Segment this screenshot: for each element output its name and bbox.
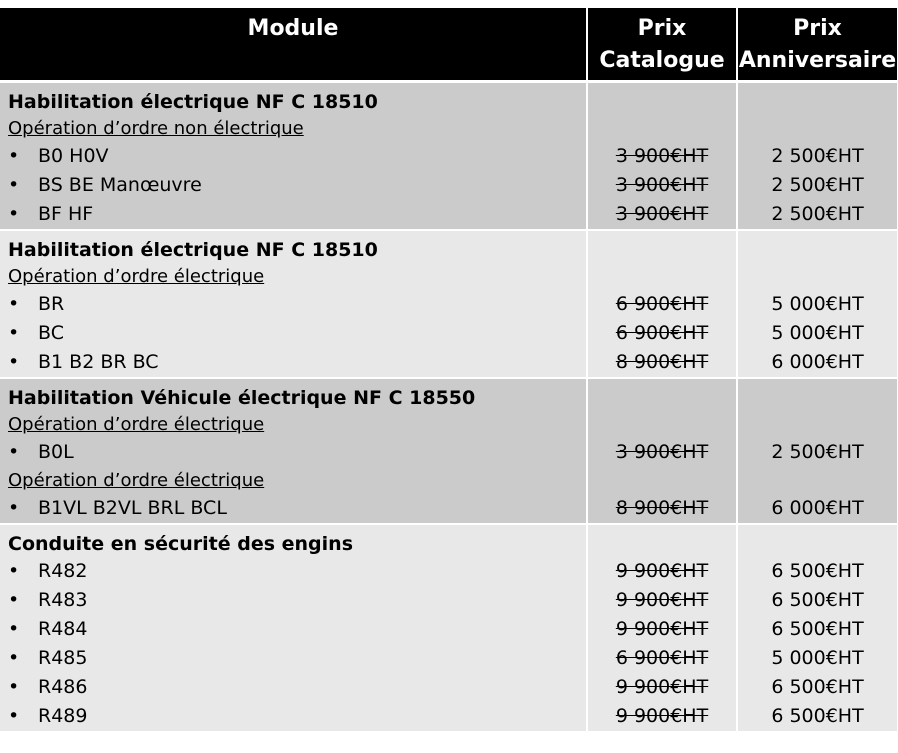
anniversary-price: 5 000€HT [771,293,864,315]
module-cell [0,524,587,732]
module-group-row [0,378,897,524]
bullet-icon: • [8,676,20,698]
bullet-icon: • [8,322,20,344]
anniversary-price: 6 500€HT [771,705,864,727]
module-item-name: B0L [38,441,74,463]
module-group-row [0,82,897,231]
header-catalog-price [587,8,737,82]
anniversary-price: 6 000€HT [771,497,864,519]
module-item-name: BC [38,322,64,344]
bullet-icon: • [8,203,20,225]
catalog-price: 9 900€HT [615,589,709,611]
catalog-price: 9 900€HT [615,676,709,698]
anniversary-price: 2 500€HT [771,145,864,167]
module-item [8,586,586,615]
catalog-price-cell [587,378,737,524]
catalog-price: 8 900€HT [615,497,709,519]
module-title: Conduite en sécurité des engins [8,533,353,555]
module-item-name: R485 [38,647,88,669]
catalog-price: 3 900€HT [615,174,709,196]
module-title: Habilitation électrique NF C 18510 [8,91,378,113]
module-item-name: R484 [38,618,88,640]
bullet-icon: • [8,351,20,373]
catalog-price-cell [587,524,737,732]
anniversary-price: 2 500€HT [771,441,864,463]
table-header [0,8,897,82]
module-item-name: R483 [38,589,88,611]
header-catalog-label: Prix Catalogue [599,16,725,73]
operation-subtitle: Opération d’ordre non électrique [8,118,304,139]
header-anniversary-price [737,8,897,82]
header-module-label: Module [247,16,339,41]
module-title: Habilitation Véhicule électrique NF C 18550 [8,387,476,409]
bullet-icon: • [8,705,20,727]
module-item [8,200,586,229]
catalog-price: 3 900€HT [615,203,709,225]
header-anniversary-label: Prix Anniversaire [738,16,897,73]
module-item [8,673,586,702]
catalog-price: 9 900€HT [615,560,709,582]
module-cell [0,82,587,231]
anniversary-price-cell [737,82,897,231]
module-item [8,644,586,673]
anniversary-price: 6 500€HT [771,589,864,611]
catalog-price: 3 900€HT [615,441,709,463]
operation-subtitle: Opération d’ordre électrique [8,414,265,435]
header-module [0,8,587,82]
module-title: Habilitation électrique NF C 18510 [8,239,378,261]
catalog-price: 8 900€HT [615,351,709,373]
table-body [0,82,897,733]
module-item [8,290,586,319]
catalog-price: 9 900€HT [615,705,709,727]
bullet-icon: • [8,497,20,519]
catalog-price: 3 900€HT [615,145,709,167]
bullet-icon: • [8,618,20,640]
module-item [8,348,586,377]
anniversary-price-cell [737,378,897,524]
bullet-icon: • [8,174,20,196]
bullet-icon: • [8,441,20,463]
catalog-price-cell [587,230,737,378]
module-item [8,557,586,586]
module-item-name: B1 B2 BR BC [38,351,159,373]
catalog-price: 6 900€HT [615,647,709,669]
catalog-price: 6 900€HT [615,322,709,344]
anniversary-price: 6 500€HT [771,560,864,582]
anniversary-price: 2 500€HT [771,203,864,225]
module-item-name: BS BE Manœuvre [38,174,202,196]
anniversary-price: 6 000€HT [771,351,864,373]
anniversary-price: 5 000€HT [771,647,864,669]
module-item [8,142,586,171]
price-table [0,8,897,733]
catalog-price: 9 900€HT [615,618,709,640]
anniversary-price: 6 500€HT [771,618,864,640]
module-group-row [0,230,897,378]
catalog-price-cell [587,82,737,231]
module-item-name: R486 [38,676,88,698]
module-item [8,319,586,348]
module-cell [0,230,587,378]
module-item-name: R489 [38,705,88,727]
module-item [8,615,586,644]
bullet-icon: • [8,560,20,582]
module-item [8,171,586,200]
module-item [8,494,586,523]
operation-subtitle: Opération d’ordre électrique [8,266,265,287]
operation-subtitle: Opération d’ordre électrique [8,470,265,491]
module-item-name: B1VL B2VL BRL BCL [38,497,227,519]
module-cell [0,378,587,524]
price-table-container [0,8,897,733]
bullet-icon: • [8,589,20,611]
module-group-row [0,524,897,732]
anniversary-price: 2 500€HT [771,174,864,196]
bullet-icon: • [8,647,20,669]
module-item [8,438,586,467]
anniversary-price-cell [737,524,897,732]
module-item [8,702,586,731]
module-item-name: B0 H0V [38,145,109,167]
bullet-icon: • [8,145,20,167]
anniversary-price: 6 500€HT [771,676,864,698]
anniversary-price-cell [737,230,897,378]
bullet-icon: • [8,293,20,315]
module-item-name: BR [38,293,65,315]
module-item-name: R482 [38,560,88,582]
catalog-price: 6 900€HT [615,293,709,315]
anniversary-price: 5 000€HT [771,322,864,344]
module-item-name: BF HF [38,203,94,225]
